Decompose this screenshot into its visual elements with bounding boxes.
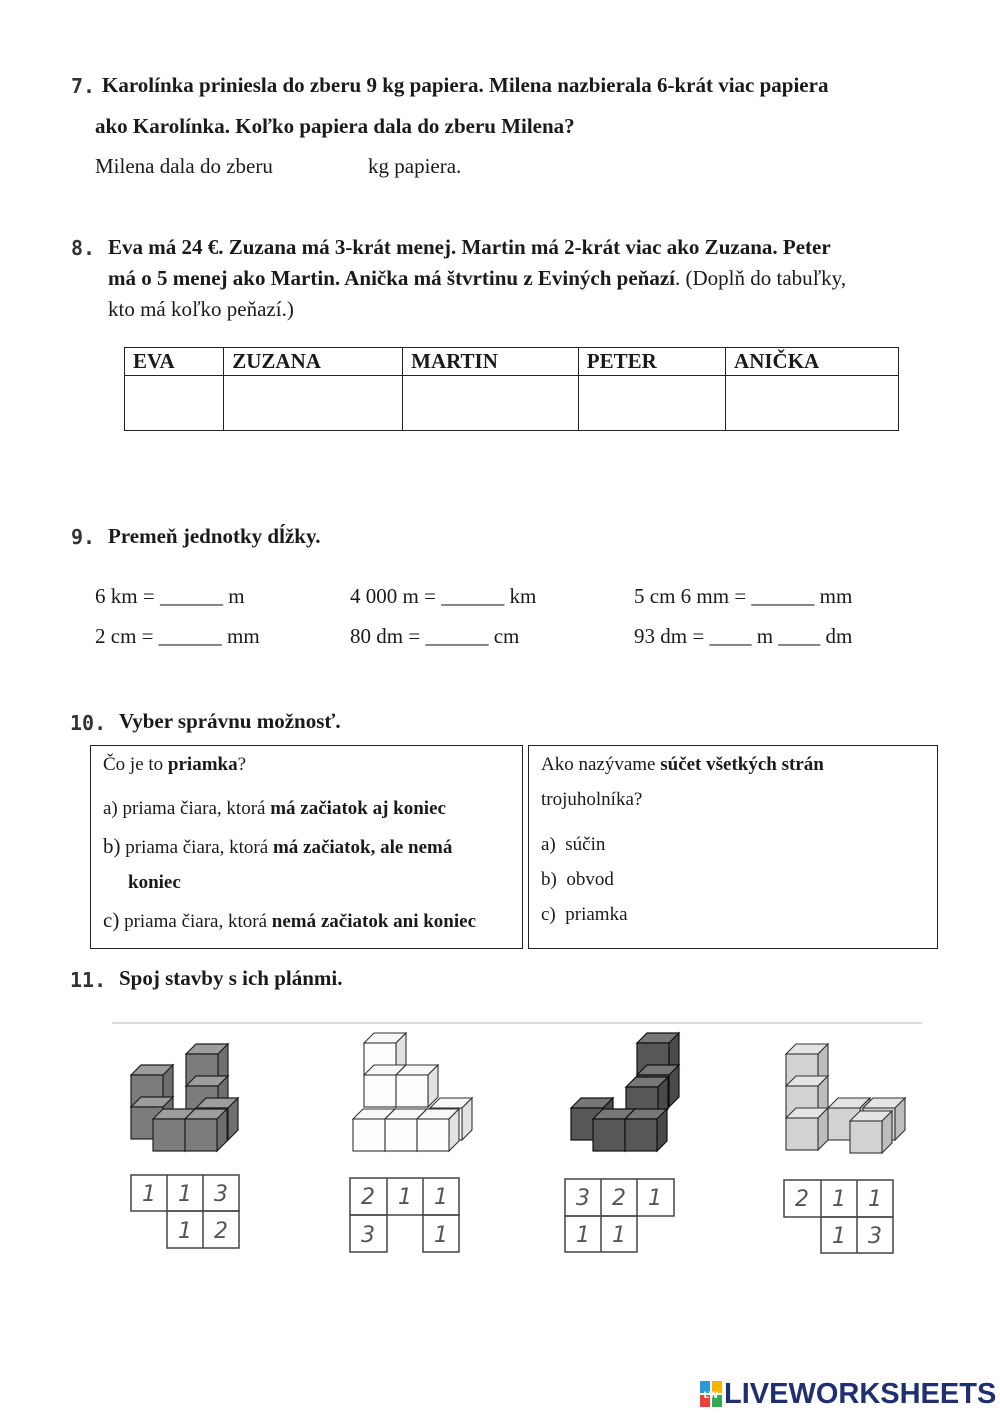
conversion-row1-item2 (350, 584, 536, 609)
logo-letters: LW (703, 1391, 719, 1401)
money-table (124, 347, 899, 431)
conv-unit: km (509, 584, 537, 608)
q7-answer-input[interactable] (300, 152, 364, 178)
obvod-option-c[interactable]: c) priamka (541, 904, 628, 925)
conv-blank[interactable]: ______ (441, 584, 505, 608)
q8-text-line2-bold: má o 5 menej ako Martin. Anička má štvrtinu z Eviných peňazí (108, 266, 675, 290)
conv-left: 2 cm = (95, 624, 154, 648)
obvod-option-b[interactable]: b) obvod (541, 869, 614, 890)
q8-text-line1: Eva má 24 €. Zuzana má 3-krát menej. Martin má 2-krát viac ako Zuzana. Peter (108, 235, 831, 259)
plan-2-cell: 1 (398, 1185, 412, 1210)
table-cell-martin[interactable] (403, 376, 579, 431)
conv-unit: dm (825, 624, 853, 648)
q10-title: Vyber správnu možnosť. (119, 709, 341, 733)
plan-4-cell: 1 (832, 1187, 846, 1212)
building-3 (571, 1033, 679, 1151)
plan-3-cell: 3 (576, 1186, 590, 1211)
conv-blank[interactable]: ______ (159, 584, 223, 608)
plan-3-cell: 2 (612, 1186, 626, 1211)
conversion-row2-item3 (634, 624, 852, 649)
plan-3-cell: 1 (576, 1223, 590, 1248)
plan-4-cell: 3 (868, 1224, 882, 1249)
plan-1-cell: 1 (178, 1182, 192, 1207)
building-4 (786, 1044, 905, 1153)
q10-number: 10. (70, 711, 107, 735)
priamka-option-b[interactable]: b) priama čiara, ktorá má začiatok, ale nemá (103, 834, 453, 858)
obvod-question-line1: Ako nazývame súčet všetkých strán (541, 754, 824, 775)
plan-4-cell: 2 (795, 1187, 809, 1212)
plan-3-cell: 1 (612, 1223, 626, 1248)
priamka-question: Čo je to priamka? (103, 754, 247, 775)
plan-4-cell: 1 (868, 1187, 882, 1212)
table-cell-anicka[interactable] (726, 376, 899, 431)
q9-number: 9. (71, 525, 96, 549)
conv-blank[interactable]: ______ (751, 584, 815, 608)
table-header-eva: EVA (125, 348, 224, 376)
conv-unit: cm (493, 624, 520, 648)
table-header-zuzana: ZUZANA (224, 348, 403, 376)
conversion-row2-item1 (95, 624, 260, 649)
table-cell-peter[interactable] (578, 376, 725, 431)
conv-blank[interactable]: ____ (709, 624, 752, 648)
building-1 (131, 1044, 238, 1151)
plan-2-cell: 2 (361, 1185, 375, 1210)
plan-2-cell: 1 (434, 1223, 448, 1248)
q11-number: 11. (70, 968, 107, 992)
q8-text-line2-rest: . (Doplň do tabuľky, (675, 266, 847, 290)
conversion-row2-item2 (350, 624, 519, 649)
conv-blank[interactable]: ______ (158, 624, 222, 648)
conv-left: 93 dm = (634, 624, 705, 648)
q9-title: Premeň jednotky dĺžky. (108, 524, 321, 548)
plan-1-cell: 2 (214, 1219, 228, 1244)
q7-answer-prefix: Milena dala do zberu (95, 154, 273, 178)
question-box-obvod (528, 745, 938, 949)
priamka-option-b-continued: koniec (128, 872, 181, 893)
conv-unit: m (228, 584, 245, 608)
conv-left: 6 km = (95, 584, 155, 608)
q7-text-line2: ako Karolínka. Koľko papiera dala do zberu Milena? (95, 114, 575, 138)
table-cell-zuzana[interactable] (224, 376, 403, 431)
question-box-priamka (90, 745, 523, 949)
q11-title: Spoj stavby s ich plánmi. (119, 966, 343, 990)
plan-4-cell: 1 (832, 1224, 846, 1249)
conv-unit: mm (227, 624, 260, 648)
separator-line (112, 1022, 922, 1024)
priamka-option-a[interactable]: a) priama čiara, ktorá má začiatok aj koniec (103, 798, 446, 819)
conv-mid: m (756, 624, 774, 648)
conv-left: 80 dm = (350, 624, 421, 648)
plan-2-cell: 3 (361, 1223, 375, 1248)
building-2 (353, 1033, 472, 1151)
table-header-peter: PETER (578, 348, 725, 376)
plan-1-cell: 3 (214, 1182, 228, 1207)
liveworksheets-brand: LIVEWORKSHEETS (724, 1377, 997, 1410)
q7-number: 7. (71, 74, 96, 98)
plan-3-cell: 1 (648, 1186, 662, 1211)
table-header-martin: MARTIN (403, 348, 579, 376)
conversion-row1-item3 (634, 584, 852, 609)
building-drawings (0, 1025, 1000, 1265)
q7-answer-suffix: kg papiera. (368, 154, 462, 178)
liveworksheets-icon (700, 1381, 722, 1407)
conversion-row1-item1 (95, 584, 245, 609)
table-header-anicka: ANIČKA (726, 348, 899, 376)
conv-unit: mm (819, 584, 853, 608)
obvod-option-a[interactable]: a) súčin (541, 834, 606, 855)
plan-1-cell: 1 (178, 1219, 192, 1244)
liveworksheets-logo[interactable] (700, 1378, 996, 1410)
conv-blank[interactable]: ____ (778, 624, 821, 648)
q8-number: 8. (71, 236, 96, 260)
table-cell-eva[interactable] (125, 376, 224, 431)
conv-left: 5 cm 6 mm = (634, 584, 747, 608)
plan-2-cell: 1 (434, 1185, 448, 1210)
q8-text-line3: kto má koľko peňazí.) (108, 297, 294, 321)
q7-text-line1: Karolínka priniesla do zberu 9 kg papiera. Milena nazbierala 6-krát viac papiera (102, 73, 829, 97)
q8-text-line2 (108, 266, 846, 291)
priamka-option-c[interactable]: c) priama čiara, ktorá nemá začiatok ani koniec (103, 908, 477, 932)
plan-1-cell: 1 (142, 1182, 156, 1207)
conv-left: 4 000 m = (350, 584, 436, 608)
conv-blank[interactable]: ______ (425, 624, 489, 648)
obvod-question-line2: trojuholníka? (541, 789, 643, 810)
